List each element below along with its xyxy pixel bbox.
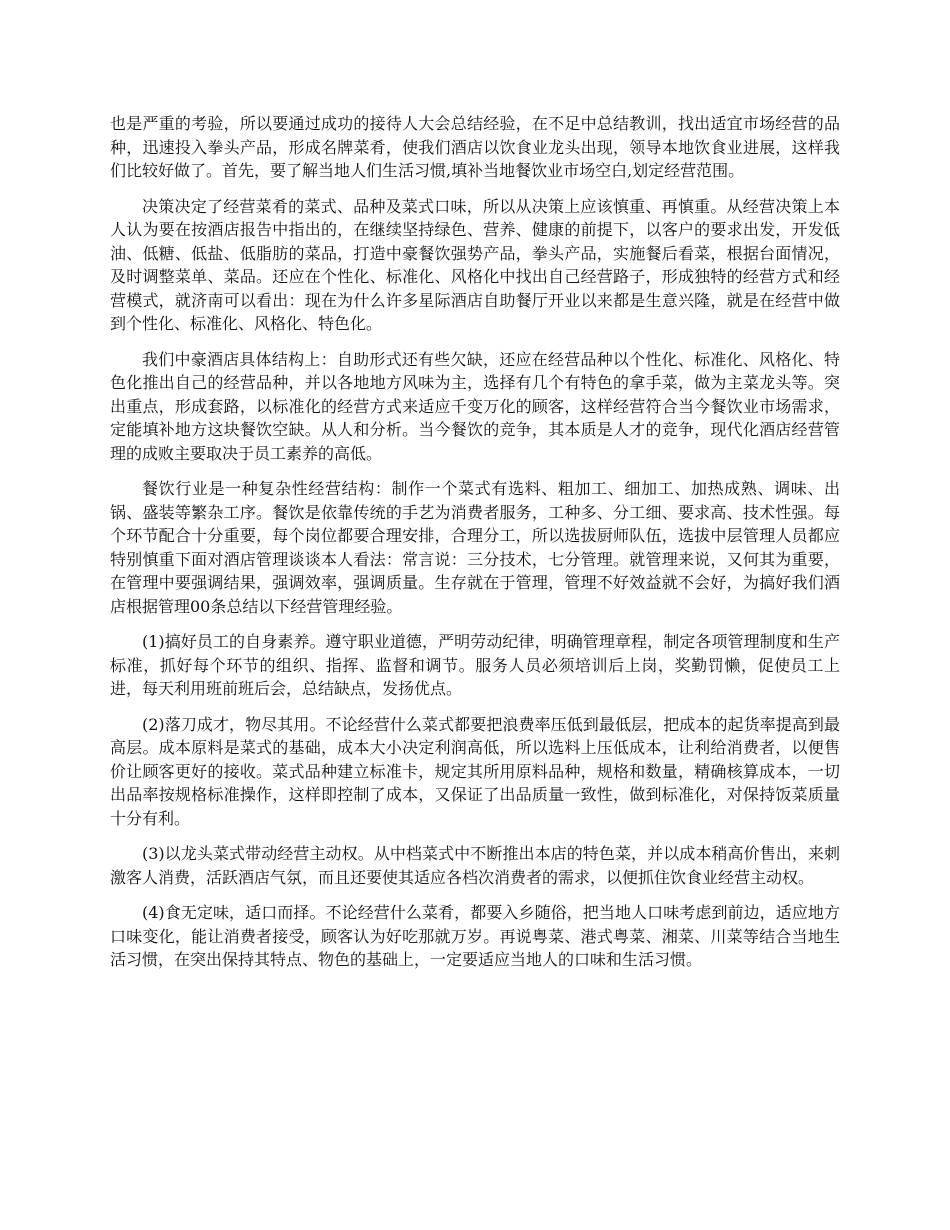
paragraph-6: (2)落刀成才，物尽其用。不论经营什么菜式都要把浪费率压低到最低层，把成本的起货率提高到最高层。成本原料是菜式的基础，成本大小决定利润高低，所以选料上压低成本，让利给消费者，以便售价让顾客更好的接收。菜式品种建立标准卡，规定其所用原料品种，规格和数量，精确核算成本，一切出品率按规格标准操作，这样即控制了成本，又保证了出品质量一致性，做到标准化，对保持饭菜质量十分有利。	[110, 714, 840, 828]
paragraph-2: 决策决定了经营菜肴的菜式、品种及菜式口味，所以从决策上应该慎重、再慎重。从经营决策上本人认为要在按酒店报告中指出的，在继续坚持绿色、营养、健康的前提下，以客户的要求出发，开发低油、低糖、低盐、低脂肪的菜品，打造中豪餐饮强势产品，拳头产品，实施餐后看菜，根据台面情况，及时调整菜单、菜品。还应在个性化、标准化、风格化中找出自己经营路子，形成独特的经营方式和经营模式，就济南可以看出：现在为什么许多星际酒店自助餐厅开业以来都是生意兴隆，就是在经营中做到个性化、标准化、风格化、特色化。	[110, 196, 840, 333]
paragraph-1: 也是严重的考验，所以要通过成功的接待人大会总结经验，在不足中总结教训，找出适宜市场经营的品种，迅速投入拳头产品，形成名牌菜肴，使我们酒店以饮食业龙头出现，领导本地饮食业进展，这样我们比较好做了。首先，要了解当地人们生活习惯,填补当地餐饮业市场空白,划定经营范围。	[110, 114, 840, 180]
paragraph-8: (4)食无定味，适口而择。不论经营什么菜肴，都要入乡随俗，把当地人口味考虑到前边，适应地方口味变化，能让消费者接受，顾客认为好吃那就万岁。再说粤菜、港式粤菜、湘菜、川菜等结合当地生活习惯，在突出保持其特点、物色的基础上，一定要适应当地人的口味和生活习惯。	[110, 903, 840, 969]
document-page	[110, 112, 840, 984]
paragraph-7: (3)以龙头菜式带动经营主动权。从中档菜式中不断推出本店的特色菜，并以成本稍高价售出，来刺激客人消费，活跃酒店气氛，而且还要使其适应各档次消费者的需求，以便抓住饮食业经营主动权。	[110, 844, 840, 887]
paragraph-5: (1)搞好员工的自身素养。遵守职业道德，严明劳动纪律，明确管理章程，制定各项管理制度和生产标准，抓好每个环节的组织、指挥、监督和调节。服务人员必须培训后上岗，奖勤罚懒，促使员工上进，每天利用班前班后会，总结缺点，发扬优点。	[110, 632, 840, 698]
paragraph-4: 餐饮行业是一种复杂性经营结构：制作一个菜式有选料、粗加工、细加工、加热成熟、调味、出锅、盛装等繁杂工序。餐饮是依靠传统的手艺为消费者服务，工种多、分工细、要求高、技术性强。每个环节配合十分重要，每个岗位都要合理安排，合理分工，所以选拔厨师队伍，选拔中层管理人员都应特别慎重下面对酒店管理谈谈本人看法：常言说：三分技术，七分管理。就管理来说，又何其为重要，在管理中要强调结果，强调效率，强调质量。生存就在于管理，管理不好效益就不会好，为搞好我们酒店根据管理00条总结以下经营管理经验。	[110, 479, 840, 616]
paragraph-3: 我们中豪酒店具体结构上：自助形式还有些欠缺，还应在经营品种以个性化、标准化、风格化、特色化推出自己的经营品种，并以各地地方风味为主，选择有几个有特色的拿手菜，做为主菜龙头等。突出重点，形成套路，以标准化的经营方式来适应千变万化的顾客，这样经营符合当今餐饮业市场需求，定能填补地方这块餐饮空缺。从人和分析。当今餐饮的竞争，其本质是人才的竞争，现代化酒店经营管理的成败主要取决于员工素养的高低。	[110, 349, 840, 463]
